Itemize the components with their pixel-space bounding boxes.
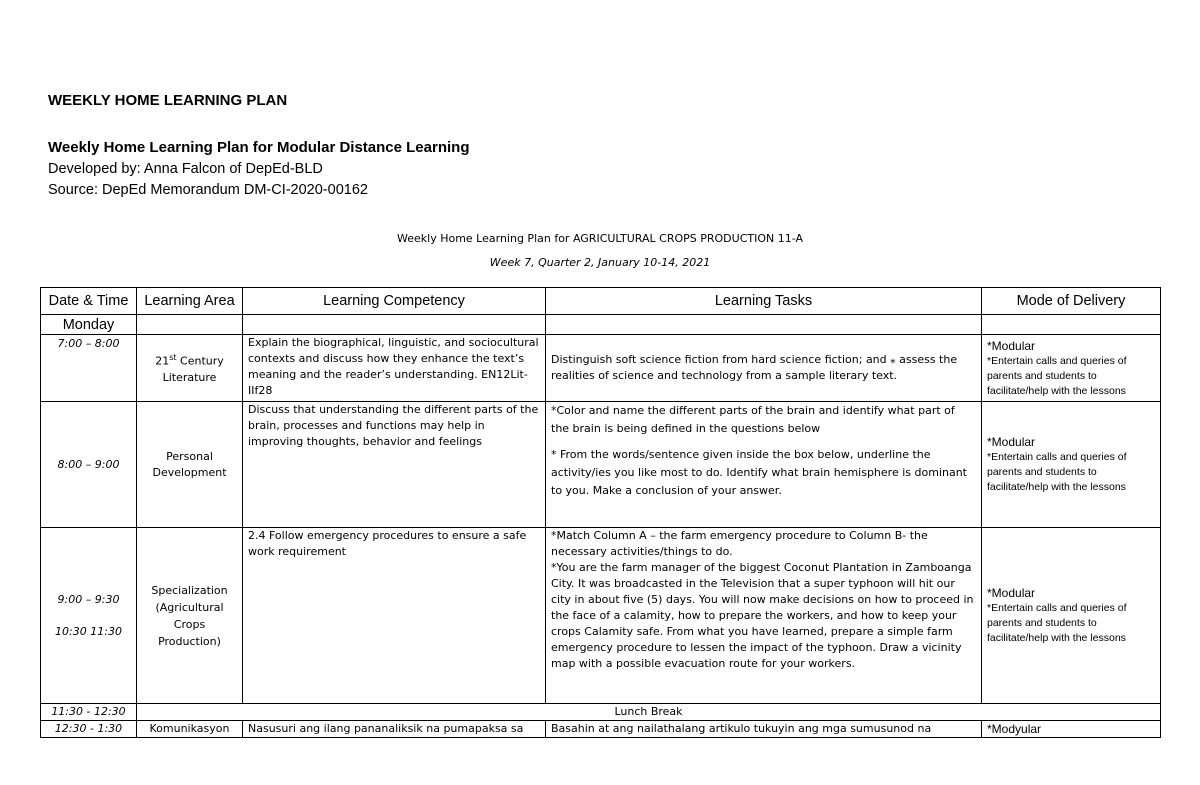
mode-cell: *Modular *Entertain calls and queries of parents and students to facilitate/help with the lessons <box>982 335 1161 402</box>
table-row <box>41 528 1161 704</box>
tasks-cell: Distinguish soft science fiction from hard science fiction; and ⁎ assess the realities of science and technology from a sample literary text. <box>546 335 982 402</box>
learning-area-cell: 21st Century Literature <box>137 335 243 402</box>
learning-area-cell: Specialization (Agricultural Crops Production) <box>137 528 243 704</box>
column-header-mode-of-delivery: Mode of Delivery <box>982 288 1161 315</box>
learning-plan-table <box>40 287 1161 738</box>
competency-cell: Discuss that understanding the different parts of the brain, processes and functions may help in improving thoughts, behavior and feelings <box>243 402 546 528</box>
week-line: Week 7, Quarter 2, January 10-14, 2021 <box>489 256 711 269</box>
column-header-date-time: Date & Time <box>41 288 137 315</box>
table-row <box>41 704 1161 721</box>
table-header-row <box>41 288 1161 315</box>
source-line: Source: DepEd Memorandum DM-CI-2020-00162 <box>48 182 368 198</box>
learning-area-cell: Personal Development <box>137 402 243 528</box>
column-header-learning-competency: Learning Competency <box>243 288 546 315</box>
mode-cell: *Modyular <box>982 721 1161 738</box>
learning-area-cell: Komunikasyon <box>137 721 243 738</box>
lunch-break-cell: Lunch Break <box>137 704 1161 721</box>
plan-title: Weekly Home Learning Plan for Modular Distance Learning <box>48 139 470 156</box>
competency-cell: Nasusuri ang ilang pananaliksik na pumapaksa sa <box>243 721 546 738</box>
time-cell: 9:00 – 9:30 10:30 11:30 <box>41 528 137 704</box>
time-cell: 12:30 - 1:30 <box>41 721 137 738</box>
column-header-learning-tasks: Learning Tasks <box>546 288 982 315</box>
day-label: Monday <box>41 315 137 335</box>
column-header-learning-area: Learning Area <box>137 288 243 315</box>
day-row <box>41 315 1161 335</box>
developed-by-line: Developed by: Anna Falcon of DepEd-BLD <box>48 161 323 177</box>
tasks-cell: Basahin at ang nailathalang artikulo tukuyin ang mga sumusunod na <box>546 721 982 738</box>
competency-cell: Explain the biographical, linguistic, and sociocultural contexts and discuss how they enhance the text’s meaning and the reader’s understanding. EN12Lit-IIf28 <box>243 335 546 402</box>
time-cell: 7:00 – 8:00 <box>41 335 137 402</box>
mode-cell: *Modular *Entertain calls and queries of parents and students to facilitate/help with the lessons <box>982 528 1161 704</box>
competency-cell: 2.4 Follow emergency procedures to ensure a safe work requirement <box>243 528 546 704</box>
table-row <box>41 335 1161 402</box>
time-cell: 11:30 - 12:30 <box>41 704 137 721</box>
table-row <box>41 402 1161 528</box>
document-title: WEEKLY HOME LEARNING PLAN <box>48 92 288 109</box>
time-cell: 8:00 – 9:00 <box>41 402 137 528</box>
tasks-cell: *Color and name the different parts of the brain and identify what part of the brain is being defined in the questions below * From the words/sentence given inside the box below, underline the activity/ies you like most to do. Identify what brain hemisphere is dominant to you. Make a conclusion of your answer. <box>546 402 982 528</box>
mode-cell: *Modular *Entertain calls and queries of parents and students to facilitate/help with the lessons <box>982 402 1161 528</box>
table-row <box>41 721 1161 738</box>
subject-line: Weekly Home Learning Plan for AGRICULTURAL CROPS PRODUCTION 11-A <box>397 232 803 245</box>
tasks-cell: *Match Column A – the farm emergency procedure to Column B- the necessary activities/things to do. *You are the farm manager of the biggest Coconut Plantation in Zamboanga City. It was broadcasted in the Television that a super typhoon will hit our city in about five (5) days. You will now make decisions on how to proceed in the face of a calamity, how to prepare the workers, and how to keep your crops Calamity safe. From what you have learned, prepare a simple farm emergency procedure to lessen the impact of the typhoon. Draw a vicinity map with a possible evacuation route for your workers. <box>546 528 982 704</box>
